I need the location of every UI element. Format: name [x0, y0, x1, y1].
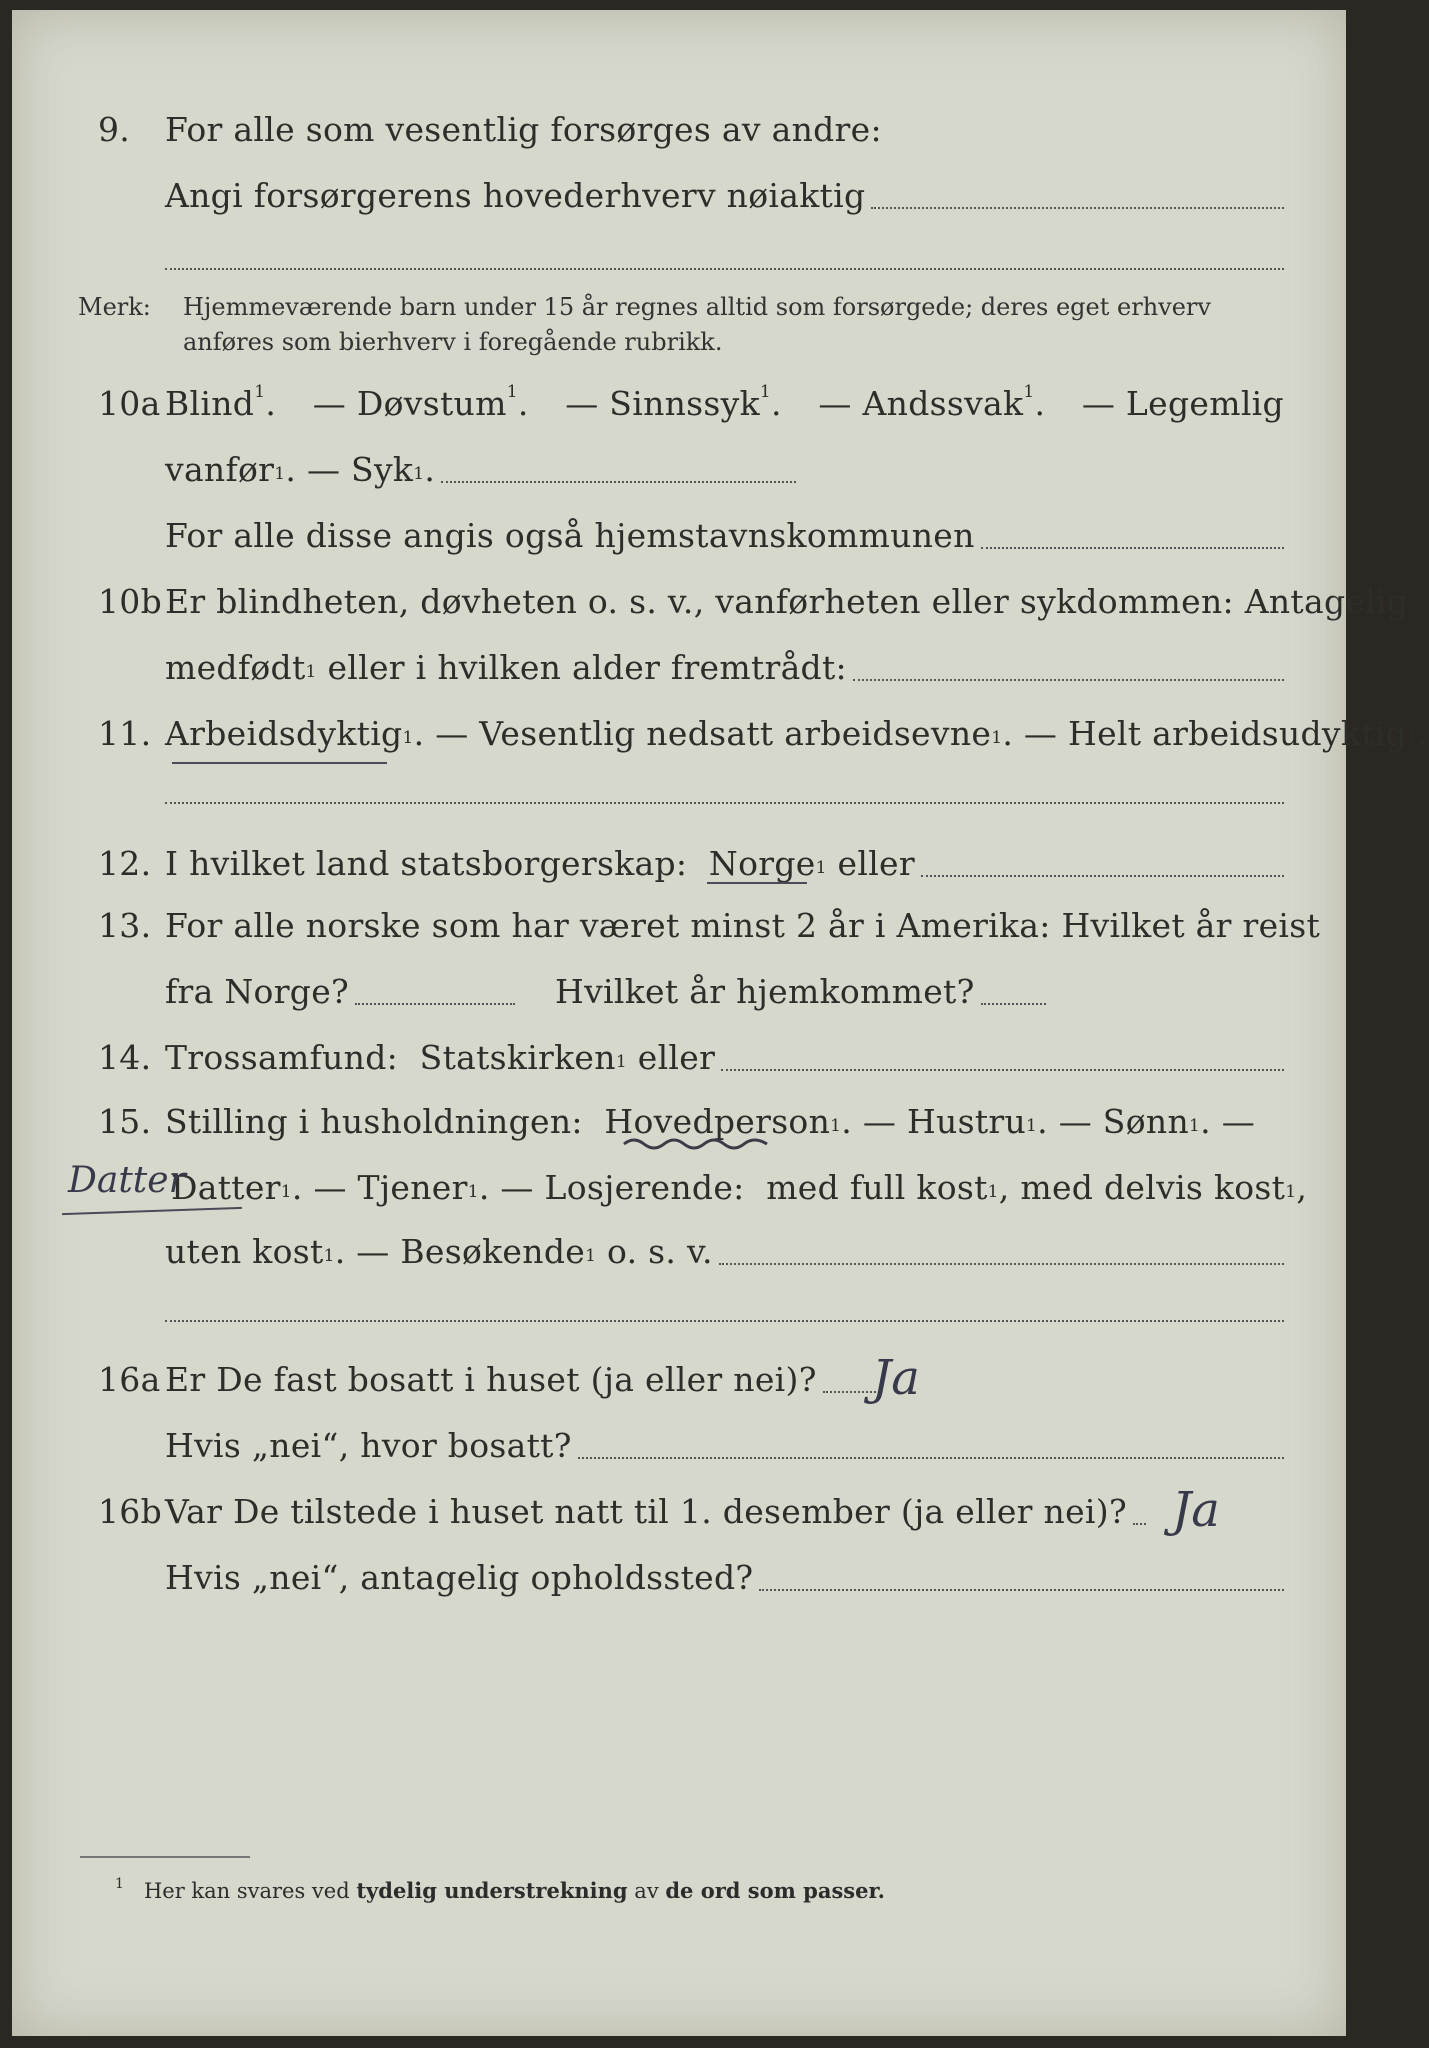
q12-text: I hvilket land statsborgerskap: [165, 844, 688, 883]
merk-line1: Hjemmeværende barn under 15 år regnes alltid som forsørgede; deres eget erhverv [183, 293, 1211, 321]
option-andssvak: — Andssvak [818, 384, 1024, 423]
q15-row3: uten kost 1 . — Besøkende 1 o. s. v. [12, 1232, 1346, 1292]
answer-line[interactable] [719, 1262, 1284, 1265]
q16b-row2 [12, 1558, 1346, 1618]
footnote: $^1$ Her kan svares ved tydelig understrekning av de ord som passer. [115, 1876, 885, 1903]
merk-label: Merk: [78, 293, 151, 321]
option-vanfor: vanfør [165, 450, 275, 489]
q15-row2: Datter 1 . — Tjener 1 . — Losjerende: med full kost 1 , med delvis kost 1 , [171, 1168, 1308, 1207]
option-full-kost: med full kost [766, 1168, 988, 1207]
q12-number: 12. [98, 844, 152, 883]
q15-number: 15. [98, 1102, 152, 1141]
q16b-line2: Hvis „nei“, antagelig opholdssted? [165, 1558, 754, 1597]
q10a-row: 10a Blind$^1$. — Døvstum$^1$. — Sinnssyk$^1$. — Andssvak$^1$. — Legemlig [98, 382, 1284, 423]
option-sonn: . — Sønn [1037, 1102, 1189, 1141]
option-delvis-kost: , med delvis kost [998, 1168, 1286, 1207]
q16a-line1: Er De fast bosatt i huset (ja eller nei)? [165, 1360, 817, 1399]
answer-line[interactable] [721, 1068, 1284, 1071]
q13-row [12, 906, 1346, 966]
answer-line[interactable] [165, 1320, 1284, 1322]
answer-line[interactable] [441, 480, 796, 483]
option-dovstum: — Døvstum [312, 384, 507, 423]
handwritten-answer-ja: Ja [1172, 1482, 1220, 1538]
option-tjener: . — Tjener [291, 1168, 468, 1207]
answer-line[interactable] [1133, 1522, 1146, 1525]
answer-line[interactable] [921, 874, 1284, 877]
handwritten-datter: Datter [68, 1160, 186, 1201]
q16b-number: 16b [98, 1492, 163, 1531]
answer-line[interactable] [853, 678, 1284, 681]
q13-number: 13. [98, 906, 152, 945]
q10b-row [12, 582, 1409, 642]
option-legemlig: — Legemlig [1081, 384, 1284, 423]
option-hovedperson: Hovedperson [604, 1102, 831, 1141]
option-udyktig: . — Helt arbeidsudyktig [1002, 714, 1407, 753]
handwritten-underline [172, 762, 387, 764]
answer-line[interactable] [578, 1456, 1284, 1459]
option-eller: eller [637, 1038, 716, 1077]
option-losjerende: . — Losjerende: [478, 1168, 745, 1207]
census-form-page [12, 10, 1429, 2036]
q10a-hjemstavn: For alle disse angis også hjemstavnskommunen [165, 516, 975, 555]
handwritten-underline [707, 882, 807, 884]
answer-line[interactable] [981, 1002, 1046, 1005]
answer-line[interactable] [165, 802, 1284, 804]
answer-line[interactable] [759, 1588, 1284, 1591]
answer-line[interactable] [981, 546, 1284, 549]
q10b-number: 10b [98, 582, 163, 621]
option-syk: — Syk [306, 450, 414, 489]
q16a-line2: Hvis „nei“, hvor bosatt? [165, 1426, 572, 1465]
q11-row: 11. Arbeidsdyktig 1 . — Vesentlig nedsatt arbeidsevne 1 . — Helt arbeidsudyktig 1 . [98, 714, 1429, 753]
q14-text: Trossamfund: [165, 1038, 399, 1077]
q9-answer-row [12, 176, 1346, 236]
q13-reist: fra Norge? [165, 972, 350, 1011]
q12-row: 12. I hvilket land statsborgerskap: Norge 1 eller [12, 844, 1346, 904]
q9-line1: For alle som vesentlig forsørges av andre: [165, 110, 882, 149]
handwritten-answer-ja: Ja [872, 1350, 920, 1406]
q16a-row2 [12, 1426, 1346, 1486]
q10a-number: 10a [98, 384, 161, 423]
answer-line[interactable] [165, 268, 1284, 270]
q9-line2: Angi forsørgerens hovederhverv nøiaktig [165, 176, 866, 215]
option-nedsatt: . — Vesentlig nedsatt arbeidsevne [413, 714, 992, 753]
option-arbeidsdyktig: Arbeidsdyktig [165, 714, 403, 753]
q16b-row [12, 1492, 1346, 1552]
option-norge: Norge [708, 844, 816, 883]
q15-text: Stilling i husholdningen: [165, 1102, 583, 1141]
answer-line[interactable] [823, 1390, 876, 1393]
option-medfodt: medfødt [165, 648, 306, 687]
q16a-number: 16a [98, 1360, 161, 1399]
q9-row [12, 110, 1346, 170]
handwritten-wavy-underline [622, 1136, 772, 1150]
option-osv: o. s. v. [607, 1232, 713, 1271]
q9-number: 9. [98, 110, 131, 149]
q13-row2 [12, 972, 1346, 1032]
merk-line2: anføres som bierhverv i foregående rubrikk. [183, 328, 723, 356]
q10a-row3 [12, 516, 1346, 576]
q15-row: 15. Stilling i husholdningen: Hovedperson 1 . — Hustru 1 . — Sønn 1 . — [98, 1102, 1256, 1141]
q13-hjemkommet: Hvilket år hjemkommet? [555, 972, 975, 1011]
answer-line[interactable] [871, 206, 1284, 209]
q11-number: 11. [98, 714, 152, 753]
q10b-row2: medfødt 1 eller i hvilken alder fremtrådt: [12, 648, 1346, 708]
option-statskirken: Statskirken [419, 1038, 616, 1077]
q16a-row [12, 1360, 1346, 1420]
q14-number: 14. [98, 1038, 152, 1077]
q10b-line2: eller i hvilken alder fremtrådt: [327, 648, 847, 687]
footnote-rule [80, 1856, 250, 1858]
option-sinnssyk: — Sinnssyk [565, 384, 760, 423]
option-besokende: . — Besøkende [334, 1232, 586, 1271]
option-blind: Blind [165, 384, 255, 423]
option-uten-kost: uten kost [165, 1232, 324, 1271]
answer-line[interactable] [355, 1002, 515, 1005]
q10b-line1: Er blindheten, døvheten o. s. v., vanførheten eller sykdommen: Antagelig [165, 582, 1409, 621]
q13-line1: For alle norske som har været minst 2 år i Amerika: Hvilket år reist [165, 906, 1321, 945]
option-hustru: . — Hustru [841, 1102, 1027, 1141]
option-datter: Datter [171, 1168, 281, 1207]
q10a-row2: vanfør 1 . — Syk 1 . [12, 450, 1346, 510]
q16b-line1: Var De tilstede i huset natt til 1. desember (ja eller nei)? [165, 1492, 1127, 1531]
option-eller: eller [837, 844, 915, 883]
q14-row: 14. Trossamfund: Statskirken 1 eller [12, 1038, 1346, 1098]
